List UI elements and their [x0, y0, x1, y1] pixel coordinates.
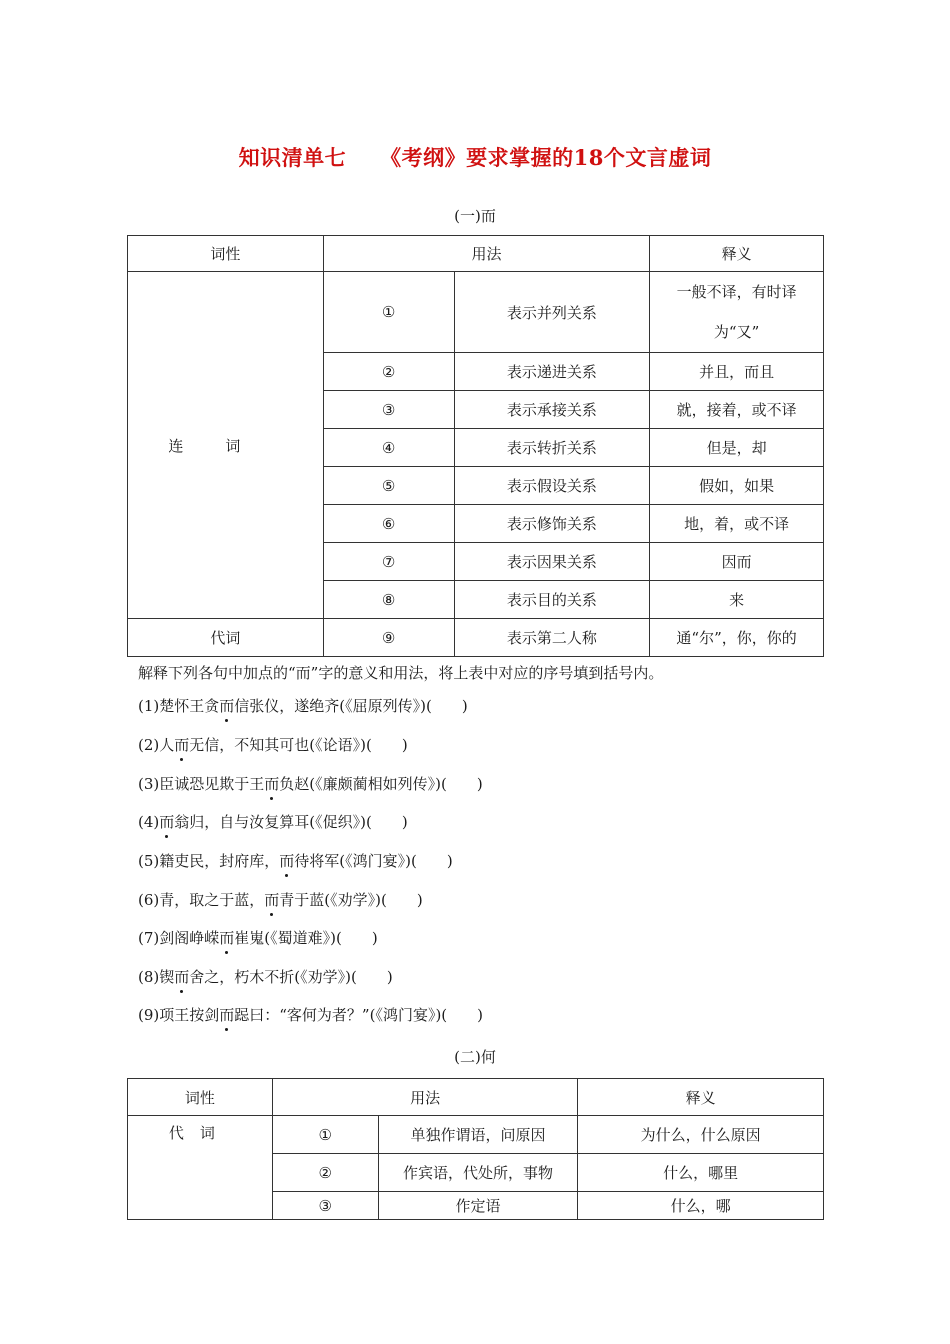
pos-conjunction: 连词 — [128, 272, 324, 619]
row-usage: 表示修饰关系 — [454, 505, 650, 543]
dotted-character: 而 — [264, 891, 280, 909]
row-meaning: 就，接着，或不译 — [650, 391, 824, 429]
header-pos: 词性 — [128, 1079, 273, 1116]
row-number: ③ — [323, 391, 454, 429]
row-meaning: 什么，哪里 — [578, 1154, 824, 1192]
dotted-character: 而 — [219, 1006, 235, 1024]
row-number: ⑥ — [323, 505, 454, 543]
row-number: ② — [323, 353, 454, 391]
table-header-row — [128, 236, 824, 272]
table-row — [128, 1116, 824, 1154]
row-number: ④ — [323, 429, 454, 467]
row-usage: 作定语 — [378, 1192, 578, 1220]
header-usage: 用法 — [323, 236, 649, 272]
header-usage: 用法 — [272, 1079, 578, 1116]
row-meaning: 并且，而且 — [650, 353, 824, 391]
exercise-item: (6)青，取之于蓝，而青于蓝(《劝学》)( ) — [138, 891, 423, 909]
row-meaning: 地，着，或不译 — [650, 505, 824, 543]
header-pos: 词性 — [128, 236, 324, 272]
row-meaning: 为什么，什么原因 — [578, 1116, 824, 1154]
row-meaning: 什么，哪 — [578, 1192, 824, 1220]
page-title — [0, 142, 950, 172]
header-meaning: 释义 — [650, 236, 824, 272]
exercise-item: (2)人而无信，不知其可也(《论语》)( ) — [138, 736, 408, 754]
dotted-character: 而 — [159, 813, 175, 831]
row-usage: 表示并列关系 — [454, 272, 650, 353]
row-number: ⑨ — [323, 619, 454, 657]
row-usage: 单独作谓语，问原因 — [378, 1116, 578, 1154]
table-header-row — [128, 1079, 824, 1116]
table-row — [128, 619, 824, 657]
dotted-character: 而 — [264, 775, 280, 793]
row-usage: 表示转折关系 — [454, 429, 650, 467]
row-number: ⑦ — [323, 543, 454, 581]
row-meaning: 假如，如果 — [650, 467, 824, 505]
dotted-character: 而 — [279, 852, 295, 870]
row-usage: 表示因果关系 — [454, 543, 650, 581]
row-number: ② — [272, 1154, 378, 1192]
dotted-character: 而 — [174, 968, 190, 986]
exercise-item: (5)籍吏民，封府库，而待将军(《鸿门宴》)( ) — [138, 852, 453, 870]
dotted-character: 而 — [219, 697, 235, 715]
section1-heading: (一)而 — [454, 207, 496, 225]
dotted-character: 而 — [219, 929, 235, 947]
row-usage: 表示假设关系 — [454, 467, 650, 505]
pos-pronoun: 代词 — [128, 619, 324, 657]
section2-heading: (二)何 — [454, 1048, 496, 1066]
row-meaning: 一般不译，有时译为“又” — [650, 272, 824, 353]
row-usage: 表示目的关系 — [454, 581, 650, 619]
row-meaning: 来 — [650, 581, 824, 619]
row-number: ① — [272, 1116, 378, 1154]
exercise-item: (8)锲而舍之，朽木不折(《劝学》)( ) — [138, 968, 393, 986]
row-number: ③ — [272, 1192, 378, 1220]
row-meaning: 因而 — [650, 543, 824, 581]
table-row — [128, 272, 824, 353]
row-meaning: 但是，却 — [650, 429, 824, 467]
er-table — [127, 235, 824, 657]
row-number: ① — [323, 272, 454, 353]
exercise-item: (3)臣诚恐见欺于王而负赵(《廉颇蔺相如列传》)( ) — [138, 775, 483, 793]
instruction-text: 解释下列各句中加点的“而”字的意义和用法，将上表中对应的序号填到括号内。 — [138, 664, 664, 682]
pos-pronoun: 代词 — [128, 1116, 273, 1220]
row-number: ⑤ — [323, 467, 454, 505]
title-part2: 《考纲》要求掌握的18个文言虚词 — [380, 145, 712, 170]
he-table — [127, 1078, 824, 1220]
row-meaning: 通“尔”，你，你的 — [650, 619, 824, 657]
exercise-item: (1)楚怀王贪而信张仪，遂绝齐(《屈原列传》)( ) — [138, 697, 468, 715]
dotted-character: 而 — [174, 736, 190, 754]
row-number: ⑧ — [323, 581, 454, 619]
exercise-item: (4)而翁归，自与汝复算耳(《促织》)( ) — [138, 813, 408, 831]
title-part1: 知识清单七 — [238, 145, 347, 170]
header-meaning: 释义 — [578, 1079, 824, 1116]
row-usage: 表示递进关系 — [454, 353, 650, 391]
row-usage: 表示第二人称 — [454, 619, 650, 657]
row-usage: 表示承接关系 — [454, 391, 650, 429]
exercise-item: (7)剑阁峥嵘而崔嵬(《蜀道难》)( ) — [138, 929, 378, 947]
exercise-item: (9)项王按剑而跽曰：“客何为者？”(《鸿门宴》)( ) — [138, 1006, 484, 1024]
row-usage: 作宾语，代处所，事物 — [378, 1154, 578, 1192]
